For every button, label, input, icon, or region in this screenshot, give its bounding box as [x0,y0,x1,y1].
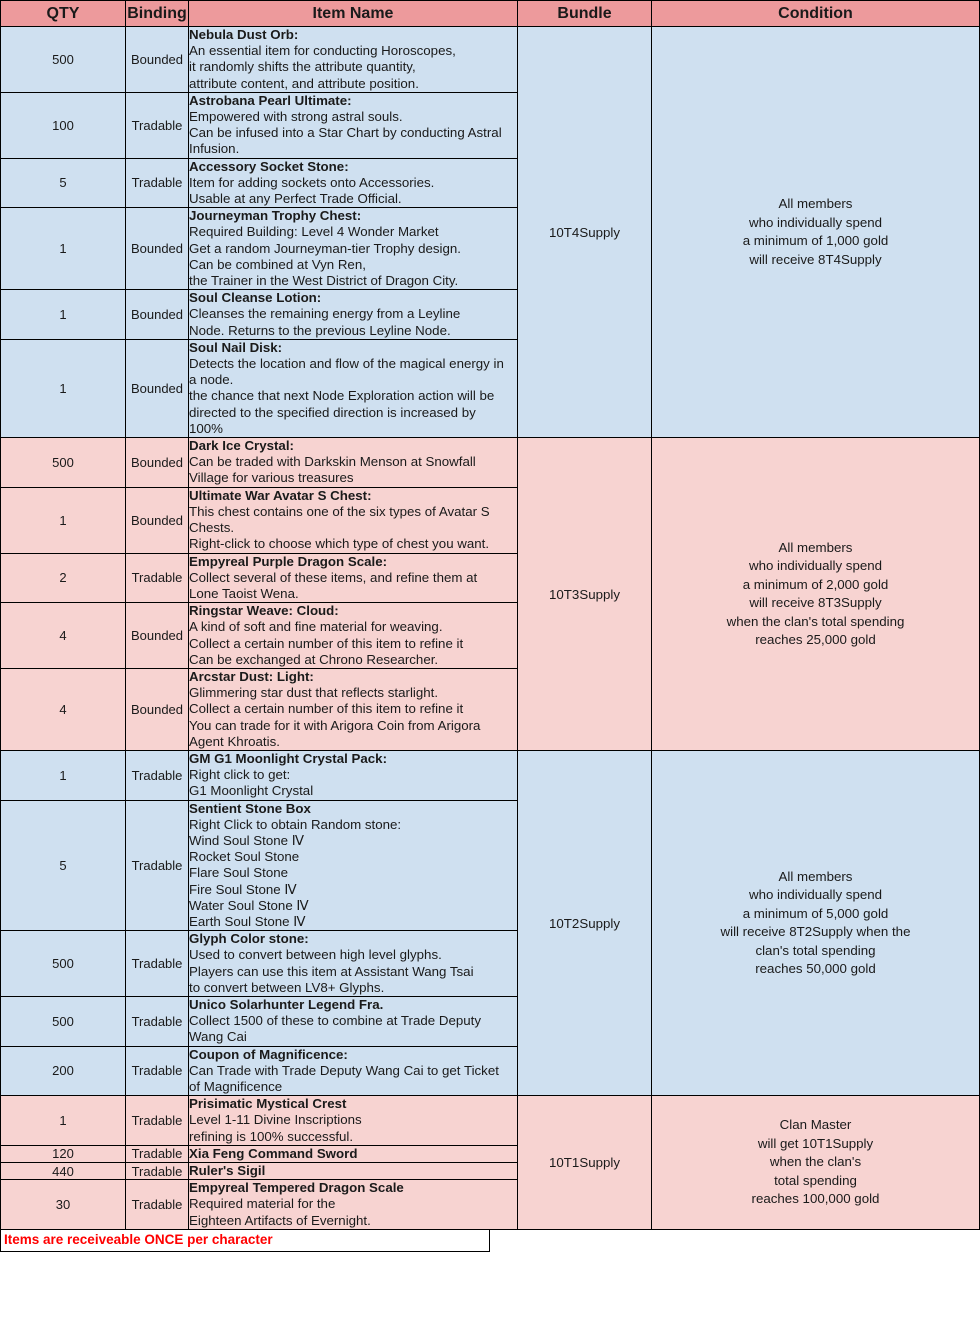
cell-qty: 440 [1,1163,126,1180]
condition-line: when the clan's total spending [726,613,905,629]
item-description-line: Collect several of these items, and refine them at [189,569,478,585]
item-description-line: Detects the location and flow of the magical energy in [189,356,504,372]
item-description-line: Wang Cai [189,1029,247,1045]
cell-qty: 1 [1,208,126,290]
item-description-line: Collect 1500 of these to combine at Trade Deputy [189,1013,481,1029]
item-title: Ultimate War Avatar S Chest: [189,487,372,503]
cell-bundle: 10T2Supply [518,750,652,1095]
cell-condition [652,27,980,438]
cell-binding: Tradable [126,92,189,158]
item-description-line: Node. Returns to the previous Leyline Node. [189,322,451,338]
column-header-condition: Condition [652,1,980,27]
cell-qty: 500 [1,438,126,488]
condition-line: will get 10T1Supply [757,1135,874,1151]
item-title: Soul Cleanse Lotion: [189,290,322,306]
cell-item-name [189,339,518,437]
condition-line: who individually spend [748,558,883,573]
item-description-line: Right Click to obtain Random stone: [189,816,402,832]
condition-line: will receive 8T4Supply [749,251,882,267]
cell-item-name [189,603,518,669]
condition-line: a minimum of 2,000 gold [742,576,889,592]
cell-item-name [189,27,518,93]
cell-binding: Bounded [126,208,189,290]
cell-item-name [189,996,518,1046]
condition-line: reaches 100,000 gold [751,1191,880,1207]
item-description-line: Right click to get: [189,767,291,783]
item-title: Astrobana Pearl Ultimate: [189,92,352,108]
item-title: Ringstar Weave: Cloud: [189,603,339,619]
item-description-line: A kind of soft and fine material for weaving. [189,619,443,635]
item-description-line: Cleanses the remaining energy from a Leyline [189,306,461,322]
table-row [1,1096,980,1146]
item-description-line: Village for various treasures [189,470,354,486]
cell-item-name [189,931,518,997]
item-title: Ruler's Sigil [189,1163,266,1179]
cell-qty: 200 [1,1046,126,1096]
cell-item-name [189,800,518,931]
item-description-line: Eighteen Artifacts of Evernight. [189,1212,371,1228]
column-header-binding: Binding [126,1,189,27]
item-description-line: Glimmering star dust that reflects starlight. [189,685,439,701]
item-title: Accessory Socket Stone: [189,158,349,174]
item-description-line: Water Soul Stone Ⅳ [189,897,309,913]
item-description-line: Collect a certain number of this item to refine it [189,635,464,651]
item-description-line: Can be infused into a Star Chart by conducting Astral [189,125,502,141]
cell-qty: 500 [1,996,126,1046]
item-description-line: it randomly shifts the attribute quantity, [189,59,416,75]
table-row [1,438,980,488]
condition-line: who individually spend [748,214,883,230]
cell-qty: 1 [1,1096,126,1146]
item-title: Sentient Stone Box [189,800,311,816]
item-description-line: Earth Soul Stone Ⅳ [189,913,306,929]
cell-qty: 1 [1,339,126,437]
item-description-line: Rocket Soul Stone [189,849,300,865]
cell-bundle: 10T4Supply [518,27,652,438]
item-description-line: Wind Soul Stone Ⅳ [189,832,305,848]
cell-qty: 5 [1,800,126,931]
item-description-line: Collect a certain number of this item to refine it [189,701,464,717]
cell-item-name [189,1163,518,1180]
cell-bundle: 10T1Supply [518,1096,652,1230]
item-description-line: directed to the specified direction is increased by [189,404,476,420]
cell-qty: 4 [1,603,126,669]
table-row [1,750,980,800]
item-description-line: Usable at any Perfect Trade Official. [189,191,402,207]
cell-binding: Bounded [126,668,189,750]
condition-line: All members [778,196,853,212]
column-header-qty: QTY [1,1,126,27]
item-description-line: This chest contains one of the six types of Avatar S [189,503,490,519]
item-description-line: of Magnificence [189,1079,283,1094]
item-description-line: Get a random Journeyman-tier Trophy design. [189,240,461,256]
cell-item-name [189,553,518,603]
cell-item-name [189,1096,518,1146]
item-description-line: Required Building: Level 4 Wonder Market [189,224,439,240]
condition-line: All members [778,539,853,555]
cell-item-name [189,668,518,750]
cell-binding: Tradable [126,553,189,603]
table-header [1,1,980,27]
item-description-line: Flare Soul Stone [189,865,289,881]
cell-binding: Tradable [126,996,189,1046]
condition-line: reaches 50,000 gold [755,961,876,977]
cell-item-name [189,208,518,290]
cell-binding: Tradable [126,1096,189,1146]
item-description-line: Agent Khroatis. [189,733,280,749]
cell-qty: 2 [1,553,126,603]
condition-line: when the clan's [769,1154,862,1170]
item-description-line: Can Trade with Trade Deputy Wang Cai to get Ticket [189,1062,499,1078]
item-title: GM G1 Moonlight Crystal Pack: [189,750,388,766]
cell-binding: Bounded [126,438,189,488]
condition-line: Clan Master [779,1117,852,1133]
item-description-line: Right-click to choose which type of chest you want. [189,536,490,552]
item-description-line: the chance that next Node Exploration action will be [189,388,495,404]
column-header-item-name: Item Name [189,1,518,27]
cell-item-name [189,487,518,553]
item-title: Empyreal Purple Dragon Scale: [189,553,388,569]
item-title: Glyph Color stone: [189,931,309,947]
item-description-line: Infusion. [189,141,240,157]
item-description-line: Item for adding sockets onto Accessories. [189,174,435,190]
table-body [1,27,980,1230]
condition-line: clan's total spending [755,942,876,958]
cell-binding: Tradable [126,158,189,208]
item-title: Prisimatic Mystical Crest [189,1096,347,1112]
item-description-line: Can be traded with Darkskin Menson at Snowfall [189,454,476,470]
item-description-line: Players can use this item at Assistant Wang Tsai [189,963,474,979]
table-row [1,27,980,93]
item-description-line: Can be exchanged at Chrono Researcher. [189,651,439,667]
item-description-line: G1 Moonlight Crystal [189,783,314,799]
item-description-line: refining is 100% successful. [189,1128,354,1144]
item-description-line: a node. [189,372,234,388]
cell-item-name [189,1145,518,1162]
item-description-line: to convert between LV8+ Glyphs. [189,979,385,995]
item-description-line: the Trainer in the West District of Dragon City. [189,273,459,289]
cell-binding: Tradable [126,1145,189,1162]
condition-line: will receive 8T3Supply [749,595,882,610]
item-description-line: Fire Soul Stone Ⅳ [189,881,297,897]
item-description-line: You can trade for it with Arigora Coin from Arigora [189,717,481,733]
item-description-line: Used to convert between high level glyphs. [189,947,442,963]
column-header-bundle: Bundle [518,1,652,27]
item-description-line: Required material for the [189,1196,336,1212]
cell-binding: Bounded [126,339,189,437]
item-title: Coupon of Magnificence: [189,1046,348,1062]
cell-qty: 500 [1,931,126,997]
cell-binding: Tradable [126,1163,189,1180]
item-title: Xia Feng Command Sword [189,1145,358,1161]
cell-item-name [189,290,518,340]
footer-note: Items are receiveable ONCE per character [0,1230,490,1252]
item-title: Unico Solarhunter Legend Fra. [189,996,384,1012]
item-title: Arcstar Dust: Light: [189,668,314,684]
cell-qty: 1 [1,290,126,340]
condition-line: who individually spend [748,887,883,903]
cell-qty: 1 [1,750,126,800]
condition-line: a minimum of 5,000 gold [742,905,889,921]
item-description-line: Level 1-11 Divine Inscriptions [189,1112,362,1128]
cell-item-name [189,750,518,800]
item-description-line: Empowered with strong astral souls. [189,109,403,125]
condition-line: will receive 8T2Supply when the [720,924,911,940]
cell-qty: 120 [1,1145,126,1162]
cell-binding: Tradable [126,800,189,931]
item-title: Dark Ice Crystal: [189,438,294,454]
cell-condition [652,438,980,751]
item-title: Soul Nail Disk: [189,339,283,355]
condition-line: a minimum of 1,000 gold [742,233,889,249]
item-description-line: attribute content, and attribute position. [189,75,419,91]
cell-bundle: 10T3Supply [518,438,652,751]
cell-qty: 100 [1,92,126,158]
item-title: Empyreal Tempered Dragon Scale [189,1180,404,1196]
cell-binding: Tradable [126,1046,189,1096]
item-description-line: Lone Taoist Wena. [189,585,299,601]
cell-binding: Bounded [126,603,189,669]
cell-condition [652,1096,980,1230]
cell-qty: 5 [1,158,126,208]
condition-line: total spending [774,1172,857,1188]
cell-binding: Tradable [126,1180,189,1230]
cell-qty: 1 [1,487,126,553]
cell-condition [652,750,980,1095]
item-title: Nebula Dust Orb: [189,27,299,42]
cell-qty: 4 [1,668,126,750]
item-description-line: An essential item for conducting Horoscopes, [189,43,456,59]
cell-item-name [189,1046,518,1096]
cell-qty: 500 [1,27,126,93]
condition-line: reaches 25,000 gold [755,632,876,647]
cell-binding: Tradable [126,931,189,997]
item-description-line: Chests. [189,520,235,536]
item-description-line: Can be combined at Vyn Ren, [189,256,366,272]
cell-item-name [189,438,518,488]
cell-binding: Bounded [126,290,189,340]
item-description-line: 100% [189,420,224,436]
cell-qty: 30 [1,1180,126,1230]
cell-binding: Bounded [126,27,189,93]
cell-binding: Bounded [126,487,189,553]
cell-item-name [189,1180,518,1230]
cell-item-name [189,158,518,208]
condition-line: All members [778,868,853,884]
cell-item-name [189,92,518,158]
item-title: Journeyman Trophy Chest: [189,208,362,224]
header-row [1,1,980,27]
cell-binding: Tradable [126,750,189,800]
